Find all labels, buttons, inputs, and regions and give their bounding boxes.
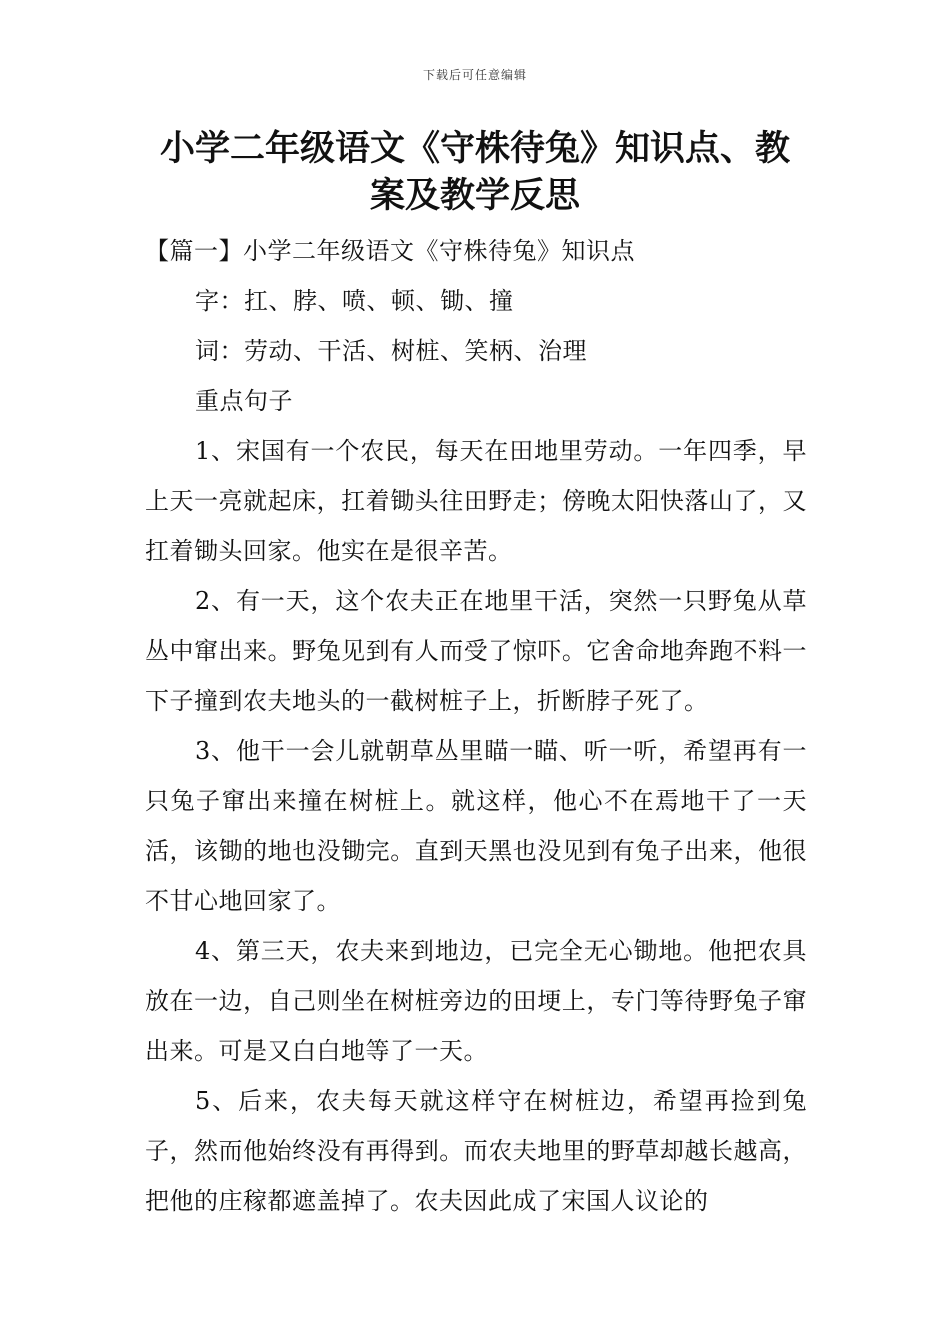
header-note: 下载后可任意编辑 <box>422 68 527 82</box>
document-title: 小学二年级语文《守株待兔》知识点、教案及教学反思 <box>159 129 790 216</box>
key-sentences-label: 重点句子 <box>195 387 293 415</box>
words-line: 词：劳动、干活、树桩、笑柄、治理 <box>195 337 587 365</box>
sentence-paragraph-5: 5、后来，农夫每天就这样守在树桩边，希望再捡到兔子，然而他始终没有再得到。而农夫地里的野草却越长越高，把他的庄稼都遮盖掉了。农夫因此成了宋国人议论的 <box>145 1087 807 1215</box>
sentence-paragraph-2: 2、有一天，这个农夫正在地里干活，突然一只野兔从草丛中窜出来。野兔见到有人而受了惊吓。它舍命地奔跑不料一下子撞到农夫地头的一截树桩子上，折断脖子死了。 <box>145 587 807 715</box>
sentence-paragraph-1: 1、宋国有一个农民，每天在田地里劳动。一年四季，早上天一亮就起床，扛着锄头往田野走；傍晚太阳快落山了，又扛着锄头回家。他实在是很辛苦。 <box>145 437 807 565</box>
section-heading: 【篇一】小学二年级语文《守株待兔》知识点 <box>145 237 635 265</box>
characters-line: 字：扛、脖、喷、顿、锄、撞 <box>195 287 514 315</box>
sentence-paragraph-3: 3、他干一会儿就朝草丛里瞄一瞄、听一听，希望再有一只兔子窜出来撞在树桩上。就这样，他心不在焉地干了一天活，该锄的地也没锄完。直到天黑也没见到有兔子出来，他很不甘心地回家了。 <box>145 737 807 915</box>
document-body <box>145 226 807 1226</box>
sentence-paragraph-4: 4、第三天，农夫来到地边，已完全无心锄地。他把农具放在一边，自己则坐在树桩旁边的田埂上，专门等待野兔子窜出来。可是又白白地等了一天。 <box>145 937 807 1065</box>
